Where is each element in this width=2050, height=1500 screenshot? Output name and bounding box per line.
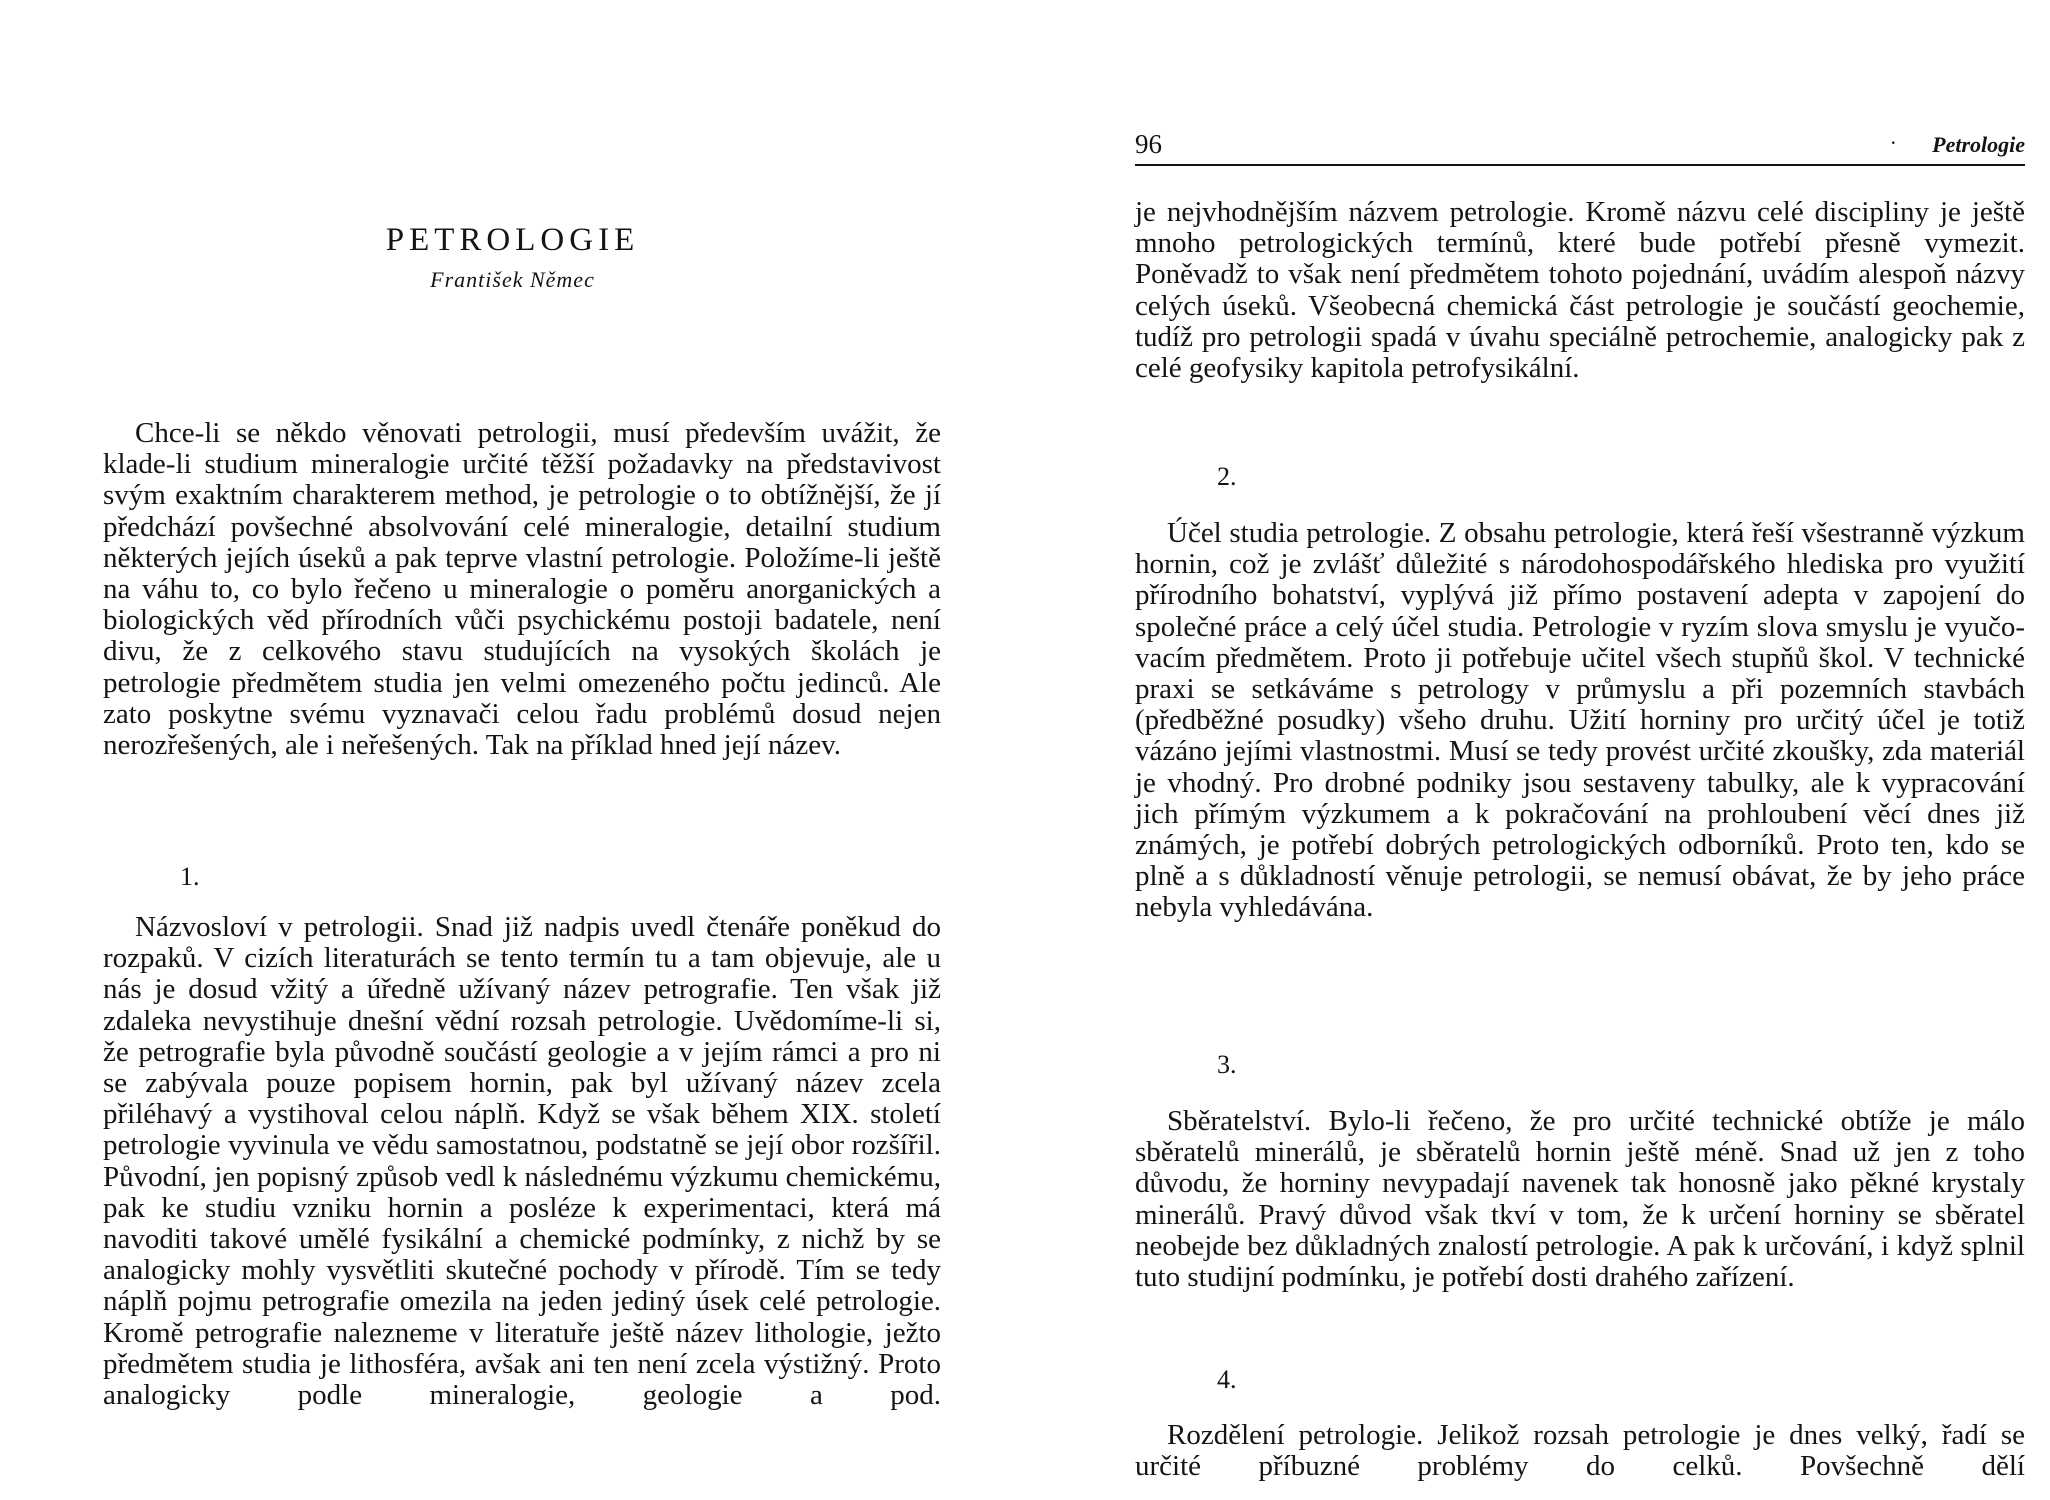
- section-number-4: 4.: [1217, 1365, 1237, 1394]
- section-number-3: 3.: [1217, 1050, 1237, 1079]
- right-page: [1025, 0, 2050, 1500]
- continuation-paragraph: je nejvhodnějším názvem petrologie. Kromě názvu celé discipliny je ještě mnoho petrologických termínů, které bude potřebí přesně vymezit. Poněvadž to však není předmětem tohoto pojednání, uvádím alespoň názvy celých úseků. Všeobecná chemická část petrologie je součástí geochemie, tudíž pro petrologii spadá v úvahu speciálně petrochemie, analogicky pak z celé geofysiky kapitola petrofysikální.: [1135, 196, 2025, 385]
- section-4-paragraph: Rozdělení petrologie. Jelikož rozsah petrologie je dnes velký, řadí se určité příbuzné problémy do celků. Povšechně dělí: [1135, 1419, 2025, 1483]
- running-title: Petrologie: [1932, 132, 2025, 157]
- section-number-1: 1.: [180, 862, 200, 891]
- article-author: František Němec: [430, 267, 595, 292]
- section-2-paragraph: Účel studia petrologie. Z obsahu petrologie, která řeší všestranně výzkum hornin, což je zvlášť důležité s národohospodářského hlediska pro využití přírodního bohatství, vyplývá již přímo postavení adepta v zapojení do společné práce a celý účel studia. Petrologie v ryzím slova smyslu je vyučovacím předmětem. Proto ji potřebuje učitel všech stupňů škol. V technické praxi se setkáváme s petrology v průmyslu a při pozemních stavbách (předběžné posudky) všeho druhu. Užití horniny pro určitý účel je totiž vázáno jejími vlastnostmi. Musí se tedy provést určité zkoušky, zda materiál je vhodný. Pro drobné podniky jsou sestaveny tabulky, ale k vypracování jich přímým výzkumem a k pokračování na prohloubení věcí dnes již známých, je potřebí dobrých petrologických odborníků. Proto ten, kdo se plně a s důkladností věnuje petrologii, se nemusí obávat, že by jeho práce nebyla vyhledávána.: [1135, 517, 2025, 924]
- page-number: 96: [1135, 129, 1162, 159]
- header-separator-dot: ·: [1889, 130, 1897, 155]
- section-number-2: 2.: [1217, 462, 1237, 491]
- intro-paragraph: Chce-li se někdo věnovati petrologii, musí především uvážit, že klade-li studium mineralogie určité těžší požadavky na představivost svým exaktním charakterem method, je petrologie o to obtížnější, že jí předchází povšechné absolvování celé mineralogie, detailní studium některých jejích úseků a pak teprve vlastní petrologie. Položíme-li ještě na váhu to, co bylo řečeno u mineralogie o poměru anorganických a biologických věd přírodních vůči psychickému postoji badatele, není divu, že z celkového stavu studujících na vysokých školách je petrologie předmětem studia jen velmi omezeného počtu jedinců. Ale zato poskytne svému vyznavači celou řadu problémů dosud nejen nerozřešených, ale i neřešených. Tak na příklad hned její název.: [103, 417, 941, 762]
- article-title: PETROLOGIE: [385, 222, 640, 258]
- section-3-paragraph: Sběratelství. Bylo-li řečeno, že pro určité technické obtíže je málo sběratelů minerálů, je sběratelů hornin ještě méně. Snad už jen z toho důvodu, že horniny nevypadají navenek tak honosně jako pěkné krystaly minerálů. Pravý důvod však tkví v tom, že k určení horniny se sběratel neobejde bez důkladných znalostí petrologie. A pak k určování, i když splnil tuto studijní podmínku, je potřebí dosti drahého zařízení.: [1135, 1105, 2025, 1294]
- section-1-paragraph: Názvosloví v petrologii. Snad již nadpis uvedl čtenáře poněkud do rozpaků. V cizích literaturách se tento termín tu a tam objevuje, ale u nás je dosud vžitý a úředně užívaný název petrografie. Ten však již zdaleka nevystihuje dnešní vědní rozsah petrologie. Uvědomíme-li si, že petrografie byla původně součástí geologie a v jejím rámci a pro ni se zabývala pouze popisem hornin, pak byl užívaný název zcela přiléhavý a vystihoval celou náplň. Když se však během XIX. století petrologie vyvinula ve vědu samostatnou, podstatně se její obor rozšířil. Původní, jen popisný způsob vedl k následnému výzkumu chemickému, pak ke studiu vzniku hornin a posléze k experimentaci, která má navoditi takové umělé fysikální a chemické podmínky, z nichž by se analogicky mohly vysvětliti skutečné pochody v přírodě. Tím se tedy náplň pojmu petrografie omezila na jeden jediný úsek celé petrologie. Kromě petrografie nalezneme v literatuře ještě název lithologie, ježto předmětem studia je lithosféra, avšak ani ten není zcela výstižný. Proto analogicky podle mineralogie, geologie a pod.: [103, 911, 941, 1412]
- running-header: [1135, 128, 2025, 166]
